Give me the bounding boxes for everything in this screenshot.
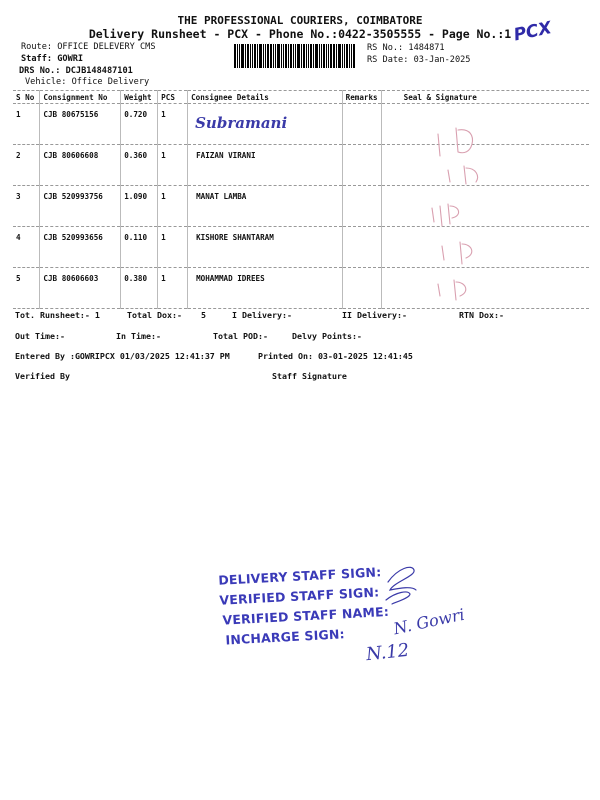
barcode-bar bbox=[323, 44, 325, 68]
cell-sno: 2 bbox=[13, 145, 40, 186]
handwritten-incharge-signature: N.12 bbox=[365, 639, 411, 666]
barcode-bar bbox=[267, 44, 269, 68]
barcode-bar bbox=[293, 44, 294, 68]
cell-pcs: 1 bbox=[158, 104, 188, 145]
staff-scribble-signature bbox=[380, 560, 430, 610]
barcode-bar bbox=[295, 44, 296, 68]
cell-sno: 5 bbox=[13, 268, 40, 309]
total-runsheet: Tot. Runsheet:- 1 bbox=[15, 310, 100, 320]
verified-by-label: Verified By bbox=[15, 371, 70, 381]
total-pod-label: Total POD:- bbox=[213, 331, 268, 341]
barcode-bar bbox=[342, 44, 343, 68]
cell-weight: 0.110 bbox=[121, 227, 158, 268]
header-remarks: Remarks bbox=[342, 91, 381, 104]
barcode-bar bbox=[346, 44, 348, 68]
cell-remarks bbox=[342, 104, 381, 145]
cell-consignment: CJB 520993656 bbox=[40, 227, 121, 268]
barcode-bar bbox=[257, 44, 258, 68]
barcode-bar bbox=[344, 44, 345, 68]
verified-staff-sign-label: VERIFIED STAFF SIGN: bbox=[219, 584, 380, 608]
route-label: Route: OFFICE DELEVERY CMS bbox=[21, 42, 156, 52]
barcode-bar bbox=[288, 44, 289, 68]
barcode-bar bbox=[297, 44, 300, 68]
cell-remarks bbox=[342, 227, 381, 268]
entered-by: Entered By :GOWRIPCX 01/03/2025 12:41:37 PM bbox=[15, 351, 230, 361]
cell-consignment: CJB 80606603 bbox=[40, 268, 121, 309]
barcode-bar bbox=[250, 44, 251, 68]
cell-consignment: CJB 80606608 bbox=[40, 145, 121, 186]
barcode-bar bbox=[281, 44, 282, 68]
header-consignee: Consignee Details bbox=[188, 91, 343, 104]
header-seal-signature: Seal & Signature bbox=[381, 91, 589, 104]
table-header-row bbox=[13, 91, 589, 104]
cell-sno: 3 bbox=[13, 186, 40, 227]
cell-pcs: 1 bbox=[158, 227, 188, 268]
incharge-sign-label: INCHARGE SIGN: bbox=[225, 626, 346, 648]
barcode-bar bbox=[283, 44, 284, 68]
ii-delivery-label: II Delivery:- bbox=[342, 310, 407, 320]
cell-remarks bbox=[342, 186, 381, 227]
staff-label: Staff: GOWRI bbox=[21, 54, 84, 64]
barcode-bar bbox=[315, 44, 318, 68]
total-dox-label: Total Dox:- bbox=[127, 310, 182, 320]
barcode-bar bbox=[349, 44, 350, 68]
cell-consignee bbox=[188, 104, 343, 145]
barcode-bar bbox=[306, 44, 307, 68]
handwritten-verified-name: N. Gowri bbox=[391, 604, 467, 639]
rs-date: RS Date: 03-Jan-2025 bbox=[367, 55, 471, 65]
runsheet-title: Delivery Runsheet - PCX - Phone No.:0422-3505555 - Page No.:1 bbox=[88, 27, 512, 41]
cell-remarks bbox=[342, 145, 381, 186]
barcode-bar bbox=[285, 44, 287, 68]
barcode-bar bbox=[273, 44, 274, 68]
barcode-bar bbox=[321, 44, 322, 68]
staff-signature-label: Staff Signature bbox=[272, 371, 347, 381]
barcode-bar bbox=[265, 44, 266, 68]
barcode-bar bbox=[290, 44, 292, 68]
printed-on: Printed On: 03-01-2025 12:41:45 bbox=[258, 351, 413, 361]
cell-weight: 0.720 bbox=[121, 104, 158, 145]
barcode-bar bbox=[308, 44, 309, 68]
barcode-bar bbox=[252, 44, 253, 68]
barcode-bar bbox=[241, 44, 244, 68]
cell-weight: 1.090 bbox=[121, 186, 158, 227]
cell-weight: 0.360 bbox=[121, 145, 158, 186]
cell-sno: 4 bbox=[13, 227, 40, 268]
rtn-dox-label: RTN Dox:- bbox=[459, 310, 504, 320]
barcode bbox=[234, 44, 358, 68]
barcode-bar bbox=[336, 44, 337, 68]
cell-weight: 0.380 bbox=[121, 268, 158, 309]
header-consignment: Consignment No bbox=[40, 91, 121, 104]
out-time-label: Out Time:- bbox=[15, 331, 65, 341]
cell-consignee: MANAT LAMBA bbox=[188, 186, 343, 227]
barcode-bar bbox=[319, 44, 320, 68]
delvy-points-label: Delvy Points:- bbox=[292, 331, 362, 341]
barcode-bar bbox=[303, 44, 305, 68]
barcode-bar bbox=[237, 44, 238, 68]
in-time-label: In Time:- bbox=[116, 331, 161, 341]
sign-stamp-block bbox=[214, 564, 390, 648]
pcx-stamp: PCX bbox=[512, 18, 554, 46]
drs-number: DRS No.: DCJB148487101 bbox=[19, 66, 133, 76]
barcode-bar bbox=[301, 44, 302, 68]
barcode-bar bbox=[234, 44, 236, 68]
barcode-bar bbox=[239, 44, 240, 68]
i-delivery-label: I Delivery:- bbox=[232, 310, 292, 320]
header-sno: S No bbox=[16, 92, 35, 102]
barcode-bar bbox=[351, 44, 352, 68]
header-pcs: PCS bbox=[158, 91, 188, 104]
cell-consignee: FAIZAN VIRANI bbox=[188, 145, 343, 186]
barcode-bar bbox=[310, 44, 312, 68]
barcode-bar bbox=[328, 44, 329, 68]
barcode-bar bbox=[247, 44, 249, 68]
barcode-bar bbox=[270, 44, 272, 68]
cell-consignment: CJB 520993756 bbox=[40, 186, 121, 227]
cell-consignee: KISHORE SHANTARAM bbox=[188, 227, 343, 268]
barcode-bar bbox=[326, 44, 327, 68]
cell-pcs: 1 bbox=[158, 145, 188, 186]
barcode-bar bbox=[313, 44, 314, 68]
total-dox-value: 5 bbox=[201, 310, 206, 320]
verified-staff-name-label: VERIFIED STAFF NAME: bbox=[222, 603, 390, 628]
cell-consignment: CJB 80675156 bbox=[40, 104, 121, 145]
barcode-bar bbox=[338, 44, 341, 68]
header-weight: Weight bbox=[121, 91, 158, 104]
delivery-staff-sign-label: DELIVERY STAFF SIGN: bbox=[217, 564, 382, 588]
barcode-bar bbox=[333, 44, 335, 68]
barcode-bar bbox=[275, 44, 276, 68]
cell-remarks bbox=[342, 268, 381, 309]
cell-consignee: MOHAMMAD IDREES bbox=[188, 268, 343, 309]
cell-pcs: 1 bbox=[158, 268, 188, 309]
rs-number: RS No.: 1484871 bbox=[367, 43, 445, 53]
cell-pcs: 1 bbox=[158, 186, 188, 227]
barcode-bar bbox=[353, 44, 355, 68]
delivery-signatures bbox=[420, 118, 510, 308]
barcode-bar bbox=[277, 44, 280, 68]
barcode-bar bbox=[259, 44, 262, 68]
barcode-bar bbox=[330, 44, 332, 68]
cell-sno: 1 bbox=[13, 104, 40, 145]
handwritten-consignee: Subramani bbox=[195, 114, 288, 132]
barcode-bar bbox=[263, 44, 264, 68]
company-title: THE PROFESSIONAL COURIERS, COIMBATORE bbox=[177, 14, 423, 27]
vehicle-label: Vehicle: Office Delivery bbox=[25, 77, 150, 87]
barcode-bar bbox=[254, 44, 256, 68]
barcode-bar bbox=[245, 44, 246, 68]
